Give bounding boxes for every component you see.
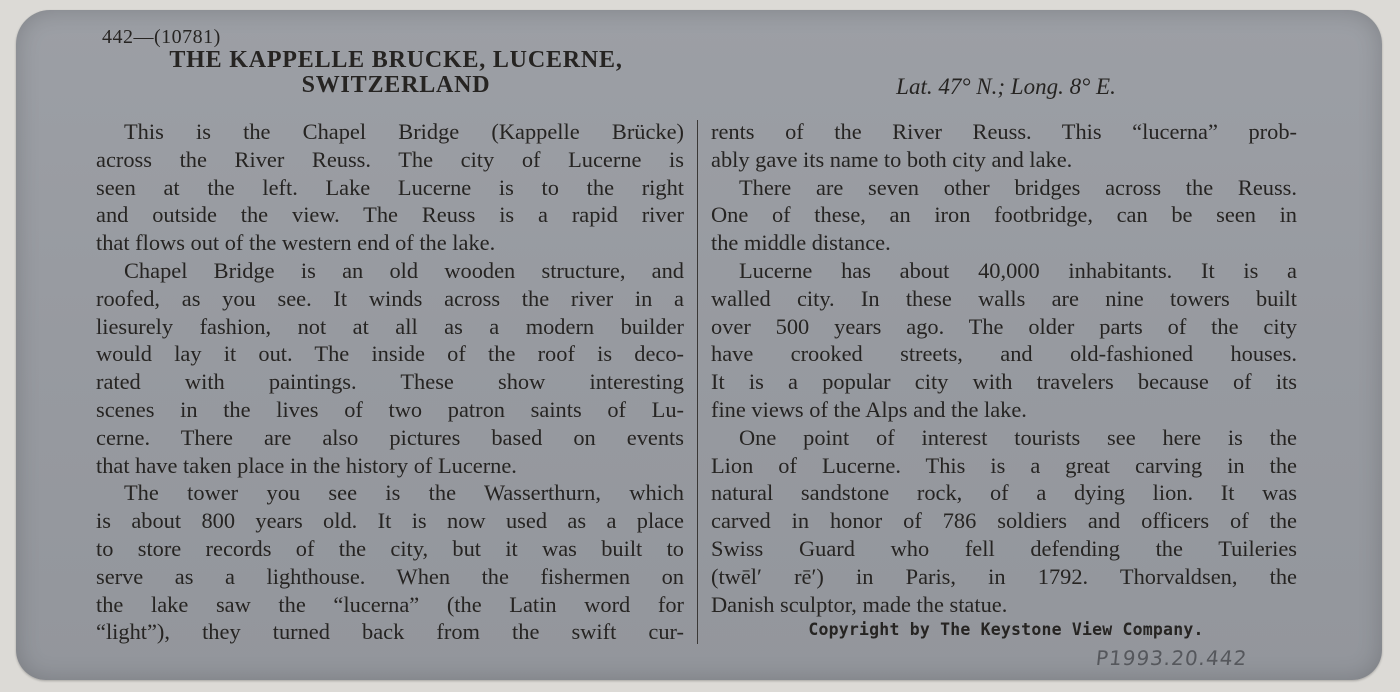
left-text-column bbox=[96, 118, 684, 646]
copyright-notice: Copyright by The Keystone View Company. bbox=[808, 620, 1204, 639]
title-line-2: SWITZERLAND bbox=[301, 72, 491, 98]
text-line: that have taken place in the history of Lucerne. bbox=[96, 452, 517, 478]
text-line: the lake saw the “lucerna” (the Latin word for bbox=[96, 591, 684, 617]
lat-long: Lat. 47° N.; Long. 8° E. bbox=[896, 74, 1116, 99]
text-line: fine views of the Alps and the lake. bbox=[711, 396, 1027, 422]
stereograph-card-back bbox=[16, 10, 1382, 680]
text-line: ably gave its name to both city and lake. bbox=[711, 146, 1073, 172]
text-line: to store records of the city, but it was built to bbox=[96, 535, 684, 561]
text-line: “light”), they turned back from the swift cur- bbox=[96, 619, 684, 645]
text-line: Chapel Bridge is an old wooden structure, and bbox=[124, 257, 684, 283]
text-line: liesurely fashion, not at all as a modern builder bbox=[96, 313, 684, 339]
text-line: Danish sculptor, made the statue. bbox=[711, 591, 1008, 617]
text-line: One point of interest tourists see here is the bbox=[739, 424, 1297, 450]
text-line: over 500 years ago. The older parts of the city bbox=[711, 313, 1297, 339]
text-line: scenes in the lives of two patron saints of Lu- bbox=[96, 396, 684, 422]
text-line: There are seven other bridges across the Reuss. bbox=[739, 174, 1297, 200]
text-line: The tower you see is the Wasserthurn, which bbox=[124, 480, 684, 506]
title-line-1: THE KAPPELLE BRUCKE, LUCERNE, bbox=[169, 47, 623, 73]
text-line: serve as a lighthouse. When the fishermen on bbox=[96, 563, 684, 589]
text-line: across the River Reuss. The city of Lucerne is bbox=[96, 146, 684, 172]
text-line: Swiss Guard who fell defending the Tuileries bbox=[711, 535, 1297, 561]
text-line: that flows out of the western end of the lake. bbox=[96, 230, 496, 256]
text-line: and outside the view. The Reuss is a rapid river bbox=[96, 202, 684, 228]
accession-number: P1993.20.442 bbox=[1094, 646, 1249, 670]
text-line: It is a popular city with travelers because of its bbox=[711, 369, 1297, 395]
text-line: roofed, as you see. It winds across the river in a bbox=[96, 285, 684, 311]
text-line: have crooked streets, and old-fashioned houses. bbox=[711, 341, 1297, 367]
text-line: carved in honor of 786 soldiers and officers of the bbox=[711, 508, 1297, 534]
text-line: rents of the River Reuss. This “lucerna” prob- bbox=[711, 119, 1297, 144]
right-text-column bbox=[711, 118, 1297, 618]
text-line: rated with paintings. These show interesting bbox=[96, 369, 684, 395]
text-line: walled city. In these walls are nine towers built bbox=[711, 285, 1297, 311]
text-line: Lucerne has about 40,000 inhabitants. It is a bbox=[739, 257, 1297, 283]
text-line: This is the Chapel Bridge (Kappelle Brücke) bbox=[124, 119, 684, 144]
column-divider bbox=[697, 120, 698, 644]
text-line: seen at the left. Lake Lucerne is to the right bbox=[96, 174, 684, 200]
text-line: is about 800 years old. It is now used as a place bbox=[96, 508, 684, 534]
text-line: natural sandstone rock, of a dying lion. It was bbox=[711, 480, 1297, 506]
text-line: cerne. There are also pictures based on events bbox=[96, 424, 684, 450]
text-line: (twēl′ rē′) in Paris, in 1792. Thorvaldsen, the bbox=[711, 563, 1297, 589]
text-line: Lion of Lucerne. This is a great carving in the bbox=[711, 452, 1297, 478]
text-line: would lay it out. The inside of the roof is deco- bbox=[96, 341, 684, 367]
text-line: the middle distance. bbox=[711, 230, 891, 256]
card-number: 442—(10781) bbox=[102, 26, 221, 48]
text-line: One of these, an iron footbridge, can be seen in bbox=[711, 202, 1297, 228]
card-title bbox=[96, 48, 696, 98]
